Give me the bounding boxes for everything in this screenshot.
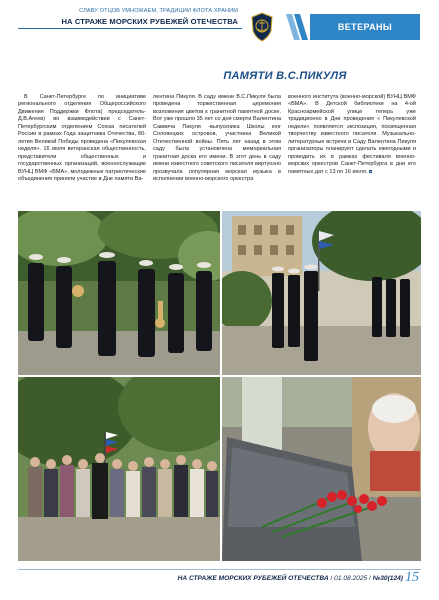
header-masthead: НА СТРАЖЕ МОРСКИХ РУБЕЖЕЙ ОТЕЧЕСТВА <box>61 17 238 26</box>
honor-guard-photo <box>222 211 421 375</box>
footer-separator-2: / <box>369 575 371 582</box>
naval-orchestra-photo <box>18 211 220 375</box>
naval-emblem-icon <box>250 12 274 42</box>
page-header <box>0 0 439 58</box>
article-column-1 <box>18 94 146 183</box>
header-stripes-icon <box>286 14 308 40</box>
footer-date: 01.08.2025 <box>334 575 368 582</box>
footer-rule <box>18 569 421 570</box>
page-number: 15 <box>405 570 419 585</box>
memorial-plaque-flowers-photo <box>222 377 421 561</box>
footer-text <box>120 575 403 582</box>
page-footer <box>0 568 439 592</box>
footer-title: НА СТРАЖЕ МОРСКИХ РУБЕЖЕЙ ОТЕЧЕСТВА <box>177 575 329 582</box>
header-motto: СЛАВУ ОТЦОВ УМНОЖАЕМ, ТРАДИЦИИ ФЛОТА ХРАНИМ <box>79 8 238 14</box>
column-1-text: В Санкт-Петербурге по инициативе регионального отделения Общероссийского Движения Поддержки Флота( председатель- Д.В.Агеев) во взаимодействии с Санкт-Петербургским отделением Союза писателей России в рамках Года защитника Отечества, 80-летия Великой Победы проведена «Пикулевская неделя». 16 июля ветеранская общественность, представители общественных и государственных организаций, военнослужащие ВУНЦ ВМФ «ВМА», молодежные патриотические объединения приняли участие в Дне памяти Ва- <box>18 94 146 182</box>
article-column-2 <box>153 94 281 183</box>
group-photo <box>18 377 220 561</box>
column-2-text: лентина Пикуля. В саду имени В.С.Пикуля была проведена торжественная церемония возложения цветов к гранитной памятной доске. Вот уже прошло 35 лет со дня смерти Валентина Саввича Пикуля -выпускника Школы юнг Соловецких островов, участника Великой Отечественной войны. Пять лет назад в этом саду была установлена мемориальная гранитная доска его имени. В этот день в саду имени известного советского писателя виртуозно прозвучала популярная морская музыка в исполнении военно-морского оркестра <box>153 94 281 182</box>
footer-separator: / <box>330 575 333 582</box>
footer-issue: №30(124) <box>372 575 403 582</box>
end-mark-icon <box>368 169 373 174</box>
header-rule <box>18 28 242 29</box>
article-column-3 <box>288 94 416 176</box>
article-title: ПАМЯТИ В.С.ПИКУЛЯ <box>223 70 347 82</box>
column-3-text: военного института (военно-морской) ВУНЦ ВМФ «ВМА». В Детской библиотеке на 4-ой Красноармейской улице теперь уже традиционно в Дни проведения « Пикулевской недели» появляется экспозиция, посвященная творчеству известного писателя. Музыкально-литературные встречи в Саду Валентина Пикуля организаторы планируют сделать ежегодными и проводить их в рамках фестиваля военно-морских оркестров Санкт-Петербурга в дни его памятных дат с 13 по 16 июля. <box>288 94 416 175</box>
section-badge: ВЕТЕРАНЫ <box>310 14 420 40</box>
